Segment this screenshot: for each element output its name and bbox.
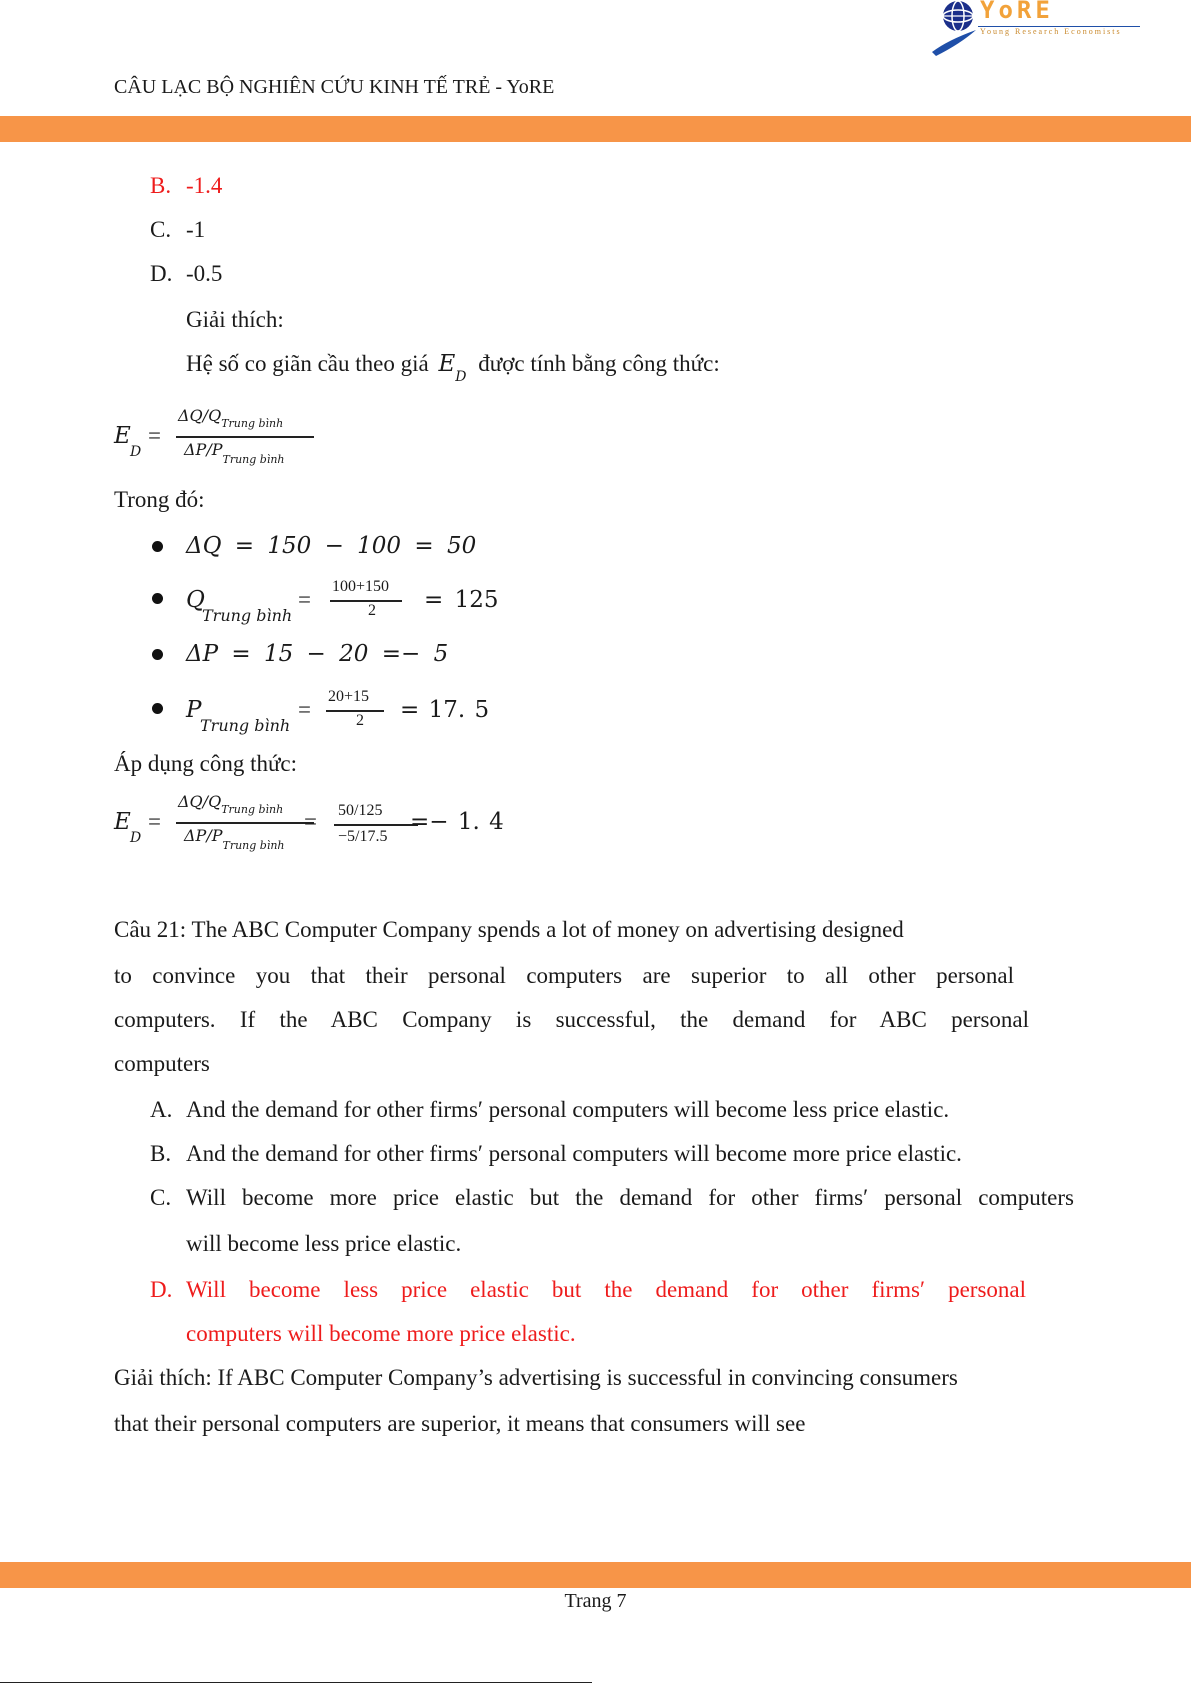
bullet-dot xyxy=(152,593,163,604)
logo-tagline: Young Research Economists xyxy=(980,27,1122,36)
q21-stem-line-1: Câu 21: The ABC Computer Company spends a lot of money on advertising designed xyxy=(114,917,904,942)
footer-accent-bar xyxy=(0,1562,1191,1588)
logo-wordmark: YoRE xyxy=(980,0,1054,24)
bullet-dot xyxy=(152,703,163,714)
q21-option-c: C. xyxy=(150,1185,172,1210)
q21-stem-line-4: computers xyxy=(114,1051,210,1076)
q21-option-d: D. xyxy=(150,1277,173,1302)
q-average-expr: Q Trung bình = 100+150 2 = 125 xyxy=(186,578,499,625)
header-club-name: CÂU LẠC BỘ NGHIÊN CỨU KINH TẾ TRẺ - YoRE xyxy=(114,76,555,98)
q21-option-a: A. And the demand for other firms′ personal computers will become less price elastic. xyxy=(150,1097,950,1122)
delta-q-expr: ΔQ = 150 − 100 = 50 xyxy=(186,533,477,559)
q21-option-c-line-1: Will become more price elastic but the demand for other firms′ personal computers xyxy=(186,1185,1074,1210)
q21-explanation-line-2: that their personal computers are superior, it means that consumers will see xyxy=(114,1411,806,1436)
elasticity-result-formula: E D = $\Delta Q/Q_{Trung bình}$ $\Delta P/P_{Trung bình}$ = 50/125 −5/17.5 =− 1. 4 xyxy=(114,792,504,852)
q21-stem-line-2: to convince you that their personal computers are superior to all other personal xyxy=(114,963,1014,988)
q20-option-c: C. -1 xyxy=(150,217,206,242)
bullet-dot xyxy=(152,541,163,552)
elasticity-formula: E D = $\Delta Q/Q_{Trung bình}$ $\Delta P/P_{Trung bình}$ xyxy=(114,406,314,472)
header-accent-bar xyxy=(0,116,1191,142)
where-label: Trong đó: xyxy=(114,487,205,512)
yore-logo xyxy=(930,0,1140,56)
delta-p-expr: ΔP = 15 − 20 =− 5 xyxy=(186,641,449,667)
footnote-separator xyxy=(0,1682,592,1683)
q21-option-b: B. And the demand for other firms′ personal computers will become more price elastic. xyxy=(150,1141,962,1166)
q21-stem-line-3: computers. If the ABC Company is successful, the demand for ABC personal xyxy=(114,1007,1029,1032)
q20-explanation-intro: Hệ số co giãn cầu theo giá $E_D$ được tính bằng công thức: xyxy=(186,351,720,385)
apply-label: Áp dụng công thức: xyxy=(114,751,298,776)
page-number: Trang 7 xyxy=(564,1590,627,1612)
q21-option-d-line-2: computers will become more price elastic. xyxy=(186,1321,576,1346)
q21-option-c-line-2: will become less price elastic. xyxy=(186,1231,462,1256)
q20-option-b: B. -1.4 xyxy=(150,173,223,198)
q20-explanation-label: Giải thích: xyxy=(186,307,284,332)
globe-icon xyxy=(930,0,982,56)
p-average-expr: P Trung bình = 20+15 2 = 17. 5 xyxy=(186,688,490,735)
q21-option-d-line-1: Will become less price elastic but the demand for other firms′ personal xyxy=(186,1277,1026,1302)
q20-option-d: D. -0.5 xyxy=(150,261,223,286)
q21-explanation-line-1: Giải thích: If ABC Computer Company’s advertising is successful in convincing consumers xyxy=(114,1365,958,1390)
bullet-dot xyxy=(152,649,163,660)
